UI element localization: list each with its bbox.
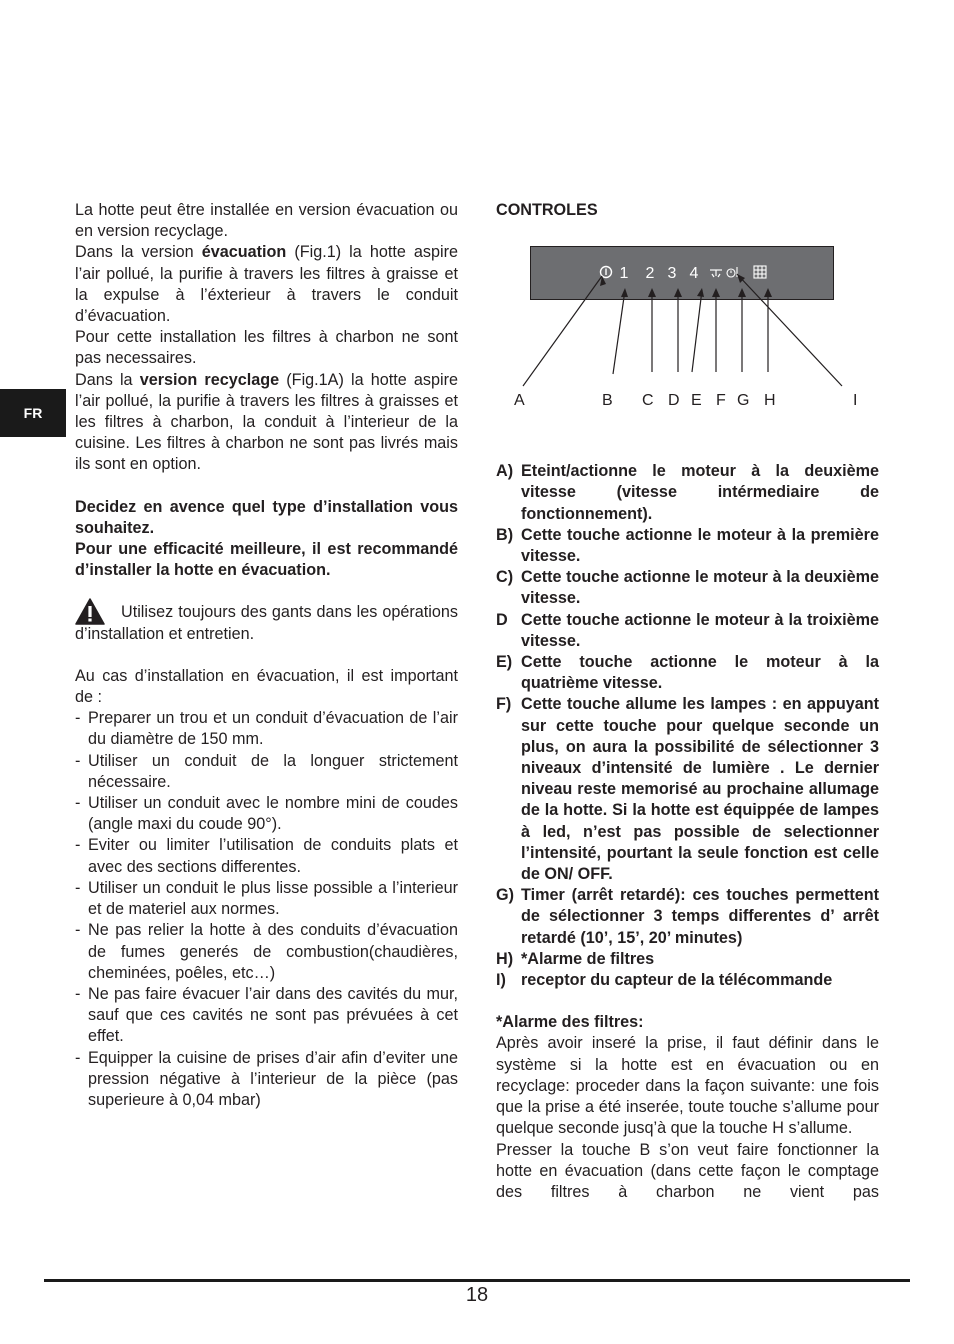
letter-h: H <box>764 392 776 410</box>
list-item: - Ne pas relier la hotte à des conduits d’évacuation de fumes generés de combustion(chaudières, cheminées, poêles, etc…) <box>75 921 458 982</box>
filter-alarm-icon <box>754 266 766 278</box>
control-item: C) Cette touche actionne le moteur à la deuxième vitesse. <box>496 568 879 608</box>
letter-d: D <box>668 392 680 410</box>
recommend-text: Pour une efficacité meilleure, il est recommandé d’installer la hotte en évacuation. <box>75 540 458 580</box>
language-tab: FR <box>0 389 66 437</box>
letter-f: F <box>716 392 726 410</box>
right-column <box>496 200 879 1203</box>
speed-2-label: 2 <box>645 265 655 283</box>
evacuation-paragraph: Dans la version évacuation (Fig.1) la hotte aspire l’air pollué, la purifie à travers les filtres à graisse et la expulse à l’éxterieur à travers le conduit d’évacuation. <box>75 243 458 326</box>
control-item: I) receptor du capteur de la télécommande <box>496 971 833 990</box>
footer-rule <box>44 1279 910 1282</box>
control-item: G) Timer (arrêt retardé): ces touches permettent de sélectionner 3 temps differentes d’ arrêt retardé (10’, 15’, 20’ minutes) <box>496 886 879 947</box>
list-item: - Preparer un trou et un conduit d’évacuation de l’air du diamètre de 150 mm. <box>75 709 458 749</box>
letter-c: C <box>642 392 654 410</box>
list-item: - Equipper la cuisine de prises d’air afin d’eviter une pression négative à l’interieur de la pièce (pas superieure à 0,04 mbar) <box>75 1048 458 1109</box>
list-item: - Utiliser un conduit de la longuer strictement nécessaire. <box>75 751 458 791</box>
light-icon <box>710 270 722 277</box>
control-diagram <box>496 246 879 446</box>
control-item: B) Cette touche actionne le moteur à la première vitesse. <box>496 525 879 566</box>
evac-intro: Au cas d’installation en évacuation, il est important de : <box>75 666 458 707</box>
control-item: D Cette touche actionne le moteur à la troixième vitesse. <box>496 610 879 650</box>
page-number: 18 <box>465 1284 489 1306</box>
speed-4-label: 4 <box>689 265 699 283</box>
warning-icon <box>75 598 105 625</box>
control-letter-labels <box>496 390 879 410</box>
intro-text: La hotte peut être installée en version évacuation ou en version recyclage. <box>75 201 458 241</box>
warning-text: Utilisez toujours des gants dans les opérations d’installation et entretien. <box>75 603 458 643</box>
controls-heading: CONTROLES <box>496 201 598 219</box>
timer-icon <box>727 267 737 277</box>
letter-e: E <box>691 392 702 410</box>
pointer-lines <box>523 274 842 386</box>
speed-3-label: 3 <box>667 265 677 283</box>
letter-b: B <box>602 392 613 410</box>
warning-row <box>75 602 458 644</box>
alarm-text-continued: Presser la touche B s’on veut faire fonctionner la hotte en évacuation (dans cette façon le comptage des filtres à charbon ne vient pas <box>496 1140 879 1201</box>
control-panel-figure <box>496 246 879 446</box>
power-icon <box>601 267 612 278</box>
list-item: - Utiliser un conduit avec le nombre mini de coudes (angle maxi du coude 90°). <box>75 794 458 834</box>
control-item: F) Cette touche allume les lampes : en appuyant sur cette touche pour quelque seconde un plus, on aura la possibilité de sélectionner 3 niveaux d’intensité de lumière . Le dernier niveau reste memorisé au prochaine allumage de la hotte. Si la hotte est équippée de lampes à led, n’est pas possible de selectionner l’intensité, pourtant la seule fonction est celle de ON/ OFF. <box>496 695 879 884</box>
recyclage-paragraph: Dans la version recyclage (Fig.1A) la hotte aspire l’air pollué, la purifie à travers les filtres à graisses et les filtres à charbon, la conduit à l’interieur de la cuisine. Les filtres à charbon ne sont pas livrés mais ils sont en option. <box>75 370 459 474</box>
control-item: H) *Alarme de filtres <box>496 949 655 968</box>
left-column <box>75 200 458 1111</box>
alarm-heading: *Alarme des filtres: <box>496 1013 644 1032</box>
letter-a: A <box>514 392 525 410</box>
decide-text: Decidez en avence quel type d’installation vous souhaitez. <box>75 497 458 537</box>
letter-g: G <box>737 392 750 410</box>
letter-i: I <box>853 392 858 410</box>
list-item: - Eviter ou limiter l’utilisation de conduits plats et avec des sections differentes. <box>75 836 458 876</box>
evacuation-note: Pour cette installation les filtres à charbon ne sont pas necessaires. <box>75 328 458 368</box>
control-item: A) Eteint/actionne le moteur à la deuxième vitesse (vitesse intérmediaire de fonctionnement). <box>496 462 879 523</box>
alarm-text: Après avoir inseré la prise, il faut définir dans le système si la hotte est en évacuation ou en recyclage: proceder dans la façon suivante: une fois que la prise a été inserée, toute touche s’allume pour quelque seconde jusq’à que la touche H s’allume. <box>496 1034 879 1138</box>
control-item: E) Cette touche actionne le moteur à la quatrième vitesse. <box>496 653 879 693</box>
list-item: - Utiliser un conduit le plus lisse possible a l’interieur et de materiel aux normes. <box>75 878 458 919</box>
speed-1-label: 1 <box>619 265 629 283</box>
list-item: - Ne pas faire évacuer l’air dans des cavités du mur, sauf que ces cavités ne sont pas prévuées à cet effet. <box>75 984 458 1046</box>
